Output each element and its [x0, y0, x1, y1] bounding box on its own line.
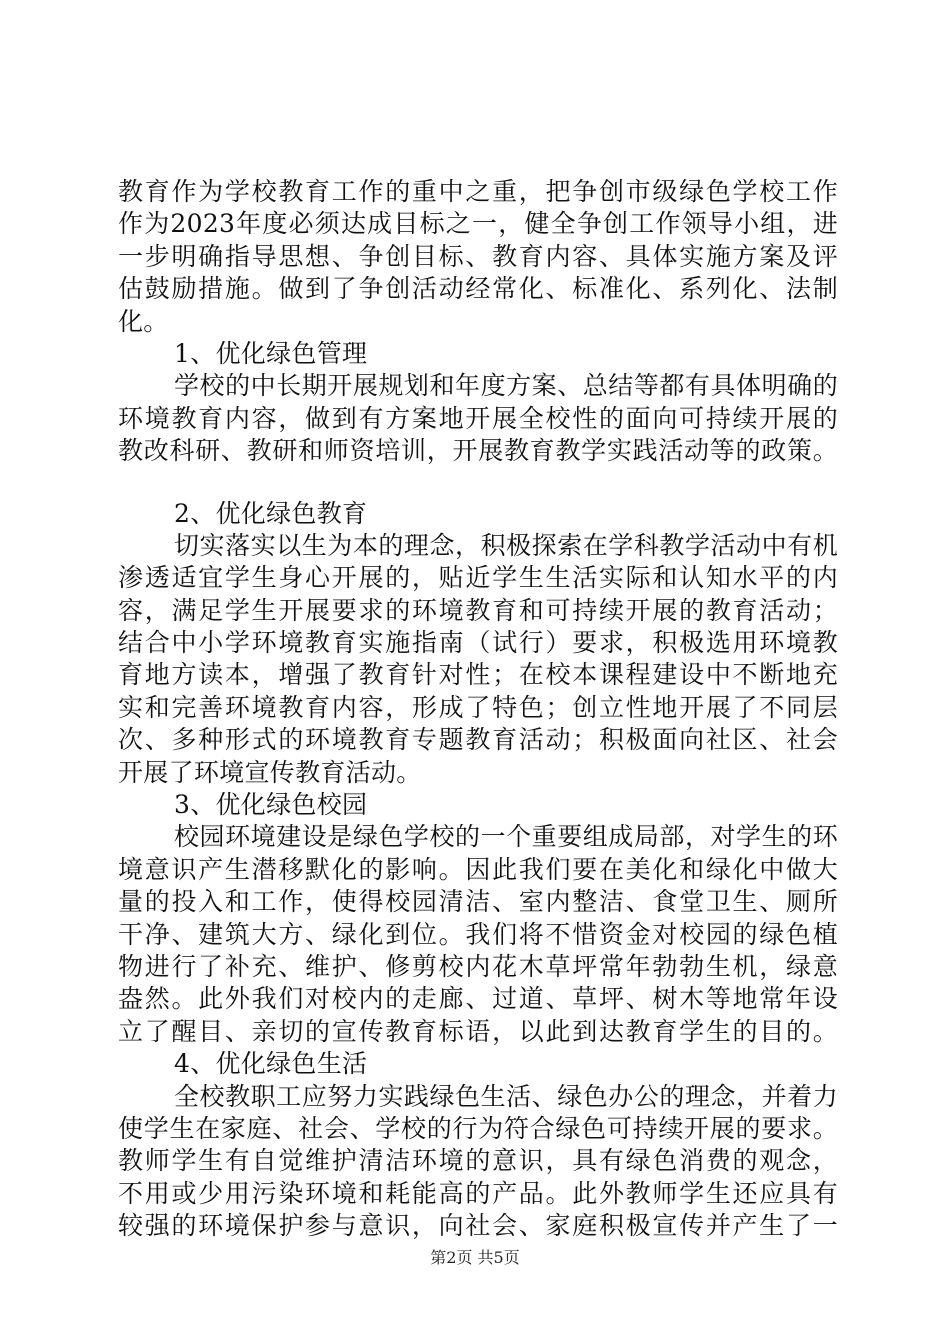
text-line: 较强的环境保护参与意识，向社会、家庭积极宣传并产生了一 — [118, 1211, 838, 1241]
section-heading: 3、优化绿色校园 — [174, 790, 368, 820]
text-line: 干净、建筑大方、绿化到位。我们将不惜资金对校园的绿色植 — [118, 919, 838, 949]
text-line: 次、多种形式的环境教育专题教育活动；积极面向社区、社会 — [118, 725, 838, 755]
page-number-footer: 第2页 共5页 — [430, 1248, 520, 1267]
text-line: 教育作为学校教育工作的重中之重，把争创市级绿色学校工作 — [118, 177, 838, 206]
text-line: 教师学生有自觉维护清洁环境的意识，具有绿色消费的观念， — [118, 1146, 838, 1176]
section-heading: 4、优化绿色生活 — [174, 1049, 368, 1079]
document-body — [118, 176, 838, 1243]
text-line: 教改科研、教研和师资培训，开展教育教学实践活动等的政策。 — [118, 436, 838, 466]
section-heading: 2、优化绿色教育 — [174, 498, 368, 528]
text-line: 渗透适宜学生身心开展的，贴近学生生活实际和认知水平的内 — [118, 563, 838, 593]
section-heading: 1、优化绿色管理 — [174, 338, 368, 368]
text-line: 立了醒目、亲切的宣传教育标语，以此到达教育学生的目的。 — [118, 1016, 838, 1046]
text-line: 不用或少用污染环境和耗能高的产品。此外教师学生还应具有 — [118, 1178, 838, 1208]
text-line: 全校教职工应努力实践绿色生活、绿色办公的理念，并着力 — [174, 1081, 838, 1111]
text-line: 容，满足学生开展要求的环境教育和可持续开展的教育活动； — [118, 595, 838, 625]
text-line: 结合中小学环境教育实施指南（试行）要求，积极选用环境教 — [118, 628, 838, 658]
text-line: 一步明确指导思想、争创目标、教育内容、具体实施方案及评 — [118, 241, 838, 271]
text-line: 物进行了补充、维护、修剪校内花木草坪常年勃勃生机，绿意 — [118, 951, 838, 981]
text-line: 实和完善环境教育内容，形成了特色；创立性地开展了不同层 — [118, 692, 838, 722]
text-line: 盎然。此外我们对校内的走廊、过道、草坪、树木等地常年设 — [118, 984, 838, 1014]
text-line: 切实落实以生为本的理念，积极探索在学科教学活动中有机 — [174, 530, 838, 560]
text-line: 环境教育内容，做到有方案地开展全校性的面向可持续开展的 — [118, 403, 838, 433]
text-line: 量的投入和工作，使得校园清洁、室内整洁、食堂卫生、厕所 — [118, 887, 838, 917]
text-line: 化。 — [118, 306, 169, 336]
text-line: 使学生在家庭、社会、学校的行为符合绿色可持续开展的要求。 — [118, 1113, 838, 1143]
text-line: 作为2023年度必须达成目标之一，健全争创工作领导小组，进 — [118, 209, 838, 239]
text-line: 境意识产生潜移默化的影响。因此我们要在美化和绿化中做大 — [118, 854, 838, 884]
text-line: 估鼓励措施。做到了争创活动经常化、标准化、系列化、法制 — [118, 274, 838, 304]
text-line: 校园环境建设是绿色学校的一个重要组成局部，对学生的环 — [174, 822, 838, 852]
text-line: 育地方读本，增强了教育针对性；在校本课程建设中不断地充 — [118, 660, 838, 690]
text-line: 开展了环境宣传教育活动。 — [118, 757, 422, 787]
text-line: 学校的中长期开展规划和年度方案、总结等都有具体明确的 — [174, 371, 838, 401]
blank-line — [118, 468, 838, 498]
